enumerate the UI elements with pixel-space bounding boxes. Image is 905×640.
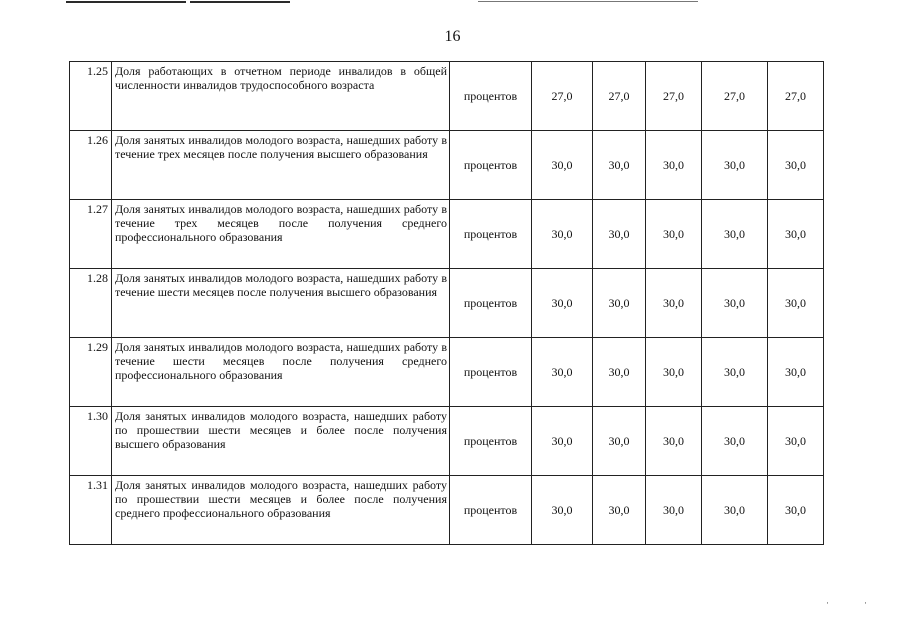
value-cell: 30,0 — [646, 407, 702, 476]
value-cell: 30,0 — [768, 338, 824, 407]
row-number: 1.28 — [70, 269, 112, 338]
value-cell: 30,0 — [532, 269, 593, 338]
table-row — [70, 476, 824, 545]
value-cell: 30,0 — [532, 407, 593, 476]
indicator-description: Доля работающих в отчетном периоде инвалидов в общей численности инвалидов трудоспособного возраста — [112, 62, 450, 131]
row-number: 1.30 — [70, 407, 112, 476]
scan-mark: · — [826, 598, 829, 608]
indicator-description: Доля занятых инвалидов молодого возраста, нашедших работу в течение шести месяцев после получения среднего профессионального образования — [112, 338, 450, 407]
unit-cell: процентов — [450, 62, 532, 131]
indicator-description: Доля занятых инвалидов молодого возраста, нашедших работу в течение трех месяцев после получения высшего образования — [112, 131, 450, 200]
value-cell: 30,0 — [532, 476, 593, 545]
value-cell: 30,0 — [768, 200, 824, 269]
value-cell: 30,0 — [532, 338, 593, 407]
top-rule-left — [66, 1, 186, 3]
value-cell: 30,0 — [593, 338, 646, 407]
value-cell: 30,0 — [646, 269, 702, 338]
unit-cell: процентов — [450, 338, 532, 407]
unit-cell: процентов — [450, 131, 532, 200]
row-number: 1.27 — [70, 200, 112, 269]
indicator-description: Доля занятых инвалидов молодого возраста, нашедших работу по прошествии шести месяцев и более после получения высшего образования — [112, 407, 450, 476]
value-cell: 27,0 — [646, 62, 702, 131]
value-cell: 30,0 — [593, 269, 646, 338]
table-row — [70, 200, 824, 269]
value-cell: 30,0 — [646, 476, 702, 545]
table-row — [70, 62, 824, 131]
top-rule-right — [478, 1, 698, 2]
indicator-description: Доля занятых инвалидов молодого возраста, нашедших работу в течение шести месяцев после получения высшего образования — [112, 269, 450, 338]
indicator-description: Доля занятых инвалидов молодого возраста, нашедших работу в течение трех месяцев после получения среднего профессионального образования — [112, 200, 450, 269]
row-number: 1.26 — [70, 131, 112, 200]
scan-mark: · — [864, 598, 867, 608]
value-cell: 30,0 — [646, 131, 702, 200]
value-cell: 30,0 — [532, 200, 593, 269]
value-cell: 30,0 — [646, 338, 702, 407]
value-cell: 30,0 — [532, 131, 593, 200]
value-cell: 30,0 — [646, 200, 702, 269]
row-number: 1.25 — [70, 62, 112, 131]
value-cell: 30,0 — [593, 476, 646, 545]
unit-cell: процентов — [450, 407, 532, 476]
value-cell: 27,0 — [768, 62, 824, 131]
value-cell: 30,0 — [702, 269, 768, 338]
value-cell: 27,0 — [593, 62, 646, 131]
value-cell: 27,0 — [702, 62, 768, 131]
value-cell: 30,0 — [768, 407, 824, 476]
indicators-table — [69, 61, 824, 545]
value-cell: 30,0 — [593, 131, 646, 200]
value-cell: 30,0 — [593, 200, 646, 269]
table-row — [70, 407, 824, 476]
value-cell: 30,0 — [768, 269, 824, 338]
value-cell: 30,0 — [702, 338, 768, 407]
table-row — [70, 131, 824, 200]
unit-cell: процентов — [450, 269, 532, 338]
table-row — [70, 269, 824, 338]
row-number: 1.29 — [70, 338, 112, 407]
top-rule-mid — [190, 1, 290, 3]
value-cell: 30,0 — [768, 131, 824, 200]
value-cell: 30,0 — [702, 200, 768, 269]
value-cell: 30,0 — [593, 407, 646, 476]
value-cell: 30,0 — [702, 131, 768, 200]
value-cell: 30,0 — [702, 407, 768, 476]
page-number: 16 — [444, 28, 461, 45]
value-cell: 27,0 — [532, 62, 593, 131]
table-row — [70, 338, 824, 407]
indicator-description: Доля занятых инвалидов молодого возраста, нашедших работу по прошествии шести месяцев и более после получения среднего профессионального образования — [112, 476, 450, 545]
value-cell: 30,0 — [768, 476, 824, 545]
table-body — [70, 62, 824, 545]
value-cell: 30,0 — [702, 476, 768, 545]
row-number: 1.31 — [70, 476, 112, 545]
unit-cell: процентов — [450, 200, 532, 269]
unit-cell: процентов — [450, 476, 532, 545]
